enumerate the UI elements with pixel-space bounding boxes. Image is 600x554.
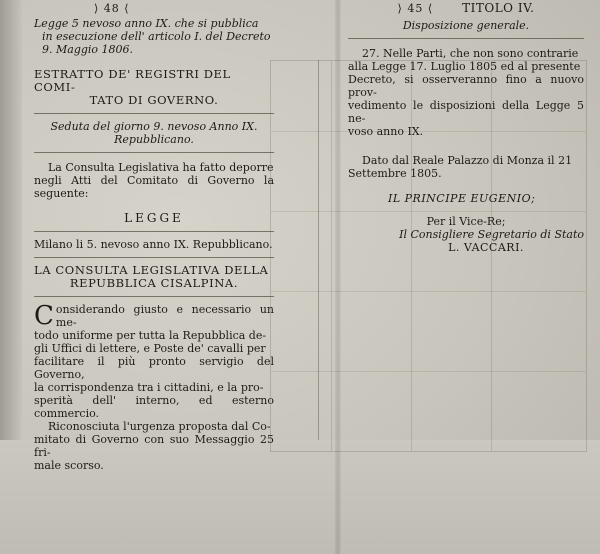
article-line-1: 27. Nelle Parti, che non sono contrarie [362,47,579,60]
preamble-line-2: negli Atti del Comitato di Governo la seguente: [34,174,274,200]
dated-line-1: Dato dal Reale Palazzo di Monza il 21 [362,154,573,167]
preamble-line-1: La Consulta Legislativa ha fatto deporre [48,161,274,174]
dated-clause [348,154,584,180]
vice-roy-line: Per il Vice-Re; [426,215,506,228]
vaccari-signature: L. VACCARI. [448,241,524,254]
body1-line-3: gli Uffici di lettere, e Poste de' cavalli per [34,342,266,355]
left-page-column [34,2,274,472]
counsellor-line: Il Consigliere Segretario di Stato [399,228,584,241]
article-line-3: Decreto, si osserveranno fino a nuovo prov- [348,73,584,99]
article-line-4: vedimento le disposizioni della Legge 5 ne- [348,99,584,125]
session-line [34,120,274,146]
consulta-line-1: LA CONSULTA LEGISLATIVA DELLA [34,263,269,277]
divider-rule [348,38,584,39]
right-page-column [348,2,584,254]
intro-line-1: Legge 5 nevoso anno IX. che si pubblica [34,17,259,30]
left-page-number-value: 48 [103,2,120,15]
divider-rule [34,257,274,258]
body-paragraph-1 [34,303,274,420]
body1-line-4: facilitare il più pronto servigio del Governo, [34,355,274,381]
page-fold [335,0,341,554]
general-provision-subtitle: Disposizione generale. [402,19,530,32]
preamble [34,161,274,200]
intro-line-2: in esecuzione dell' articolo I. del Decreto [42,30,271,43]
article-line-2: alla Legge 17. Luglio 1805 ed al presente [348,60,581,73]
drop-cap: C [34,301,54,331]
body2-line-3: male scorso. [34,459,104,472]
extract-heading-line-2: TATO DI GOVERNO. [89,93,219,107]
divider-rule [34,113,274,114]
left-page-number: ⟩ 48 ⟨ [94,2,130,15]
prince-signature: IL PRINCIPE EUGENIO; [388,192,536,205]
body1-line-6: sperità dell' interno, ed esterno commercio. [34,394,274,420]
right-page-number: ⟩ 45 ⟨ TITOLO IV. [397,1,535,15]
consulta-heading [34,264,274,290]
column-divider [318,60,319,440]
dated-line-2: Settembre 1805. [348,167,442,180]
article-line-5: voso anno IX. [348,125,424,138]
extract-heading [34,68,274,107]
divider-rule [34,152,274,153]
law-title: LEGGE [124,211,184,225]
body-paragraph-2 [34,420,274,472]
body2-line-2: mitato di Governo con suo Messaggio 25 fri- [34,433,274,459]
body2-line-1: Riconosciuta l'urgenza proposta dal Co- [48,420,271,433]
session-line-2: Repubblicano. [114,133,194,146]
intro-line-3: 9. Maggio 1806. [42,43,134,56]
article-27 [348,47,584,138]
body1-line-2: todo uniforme per tutta la Repubblica de- [34,329,267,342]
extract-heading-line-1: ESTRATTO DE' REGISTRI DEL COMI- [34,67,231,94]
place-date: Milano li 5. nevoso anno IX. Repubblicano. [34,238,273,251]
titolo-heading: TITOLO IV. [462,1,535,15]
left-intro [34,17,274,56]
body1-line-1: onsiderando giusto e necessario un me- [55,303,274,329]
divider-rule [34,231,274,232]
consulta-line-2: REPUBBLICA CISALPINA. [69,276,239,290]
body1-line-5: la corrispondenza tra i cittadini, e la pro- [34,381,264,394]
session-line-1: Seduta del giorno 9. nevoso Anno IX. [50,120,258,133]
divider-rule [34,296,274,297]
right-page-number-value: 45 [407,2,424,15]
